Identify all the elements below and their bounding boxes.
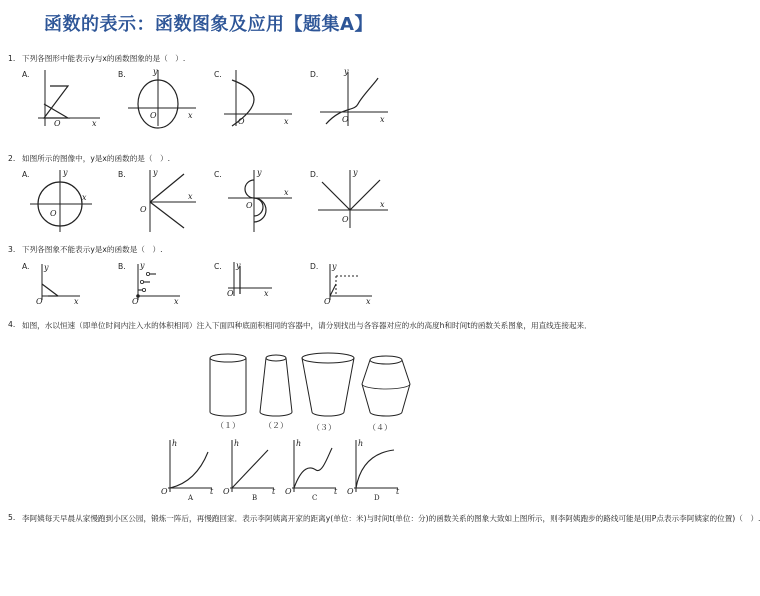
q3-option-b-label: B.	[118, 262, 126, 271]
h-t-graph-a	[160, 436, 220, 502]
h-axis-label: h	[234, 439, 240, 448]
origin-label: O	[238, 117, 245, 126]
container-label: （４）	[368, 423, 392, 432]
container-figures	[204, 350, 414, 428]
y-axis-label: y	[332, 262, 337, 271]
q1-graph-b	[126, 66, 206, 130]
origin-label: O	[132, 297, 139, 306]
y-axis-label: y	[44, 263, 49, 272]
x-axis-label: x	[380, 115, 385, 124]
origin-label: O	[223, 487, 230, 496]
h-axis-label: h	[358, 439, 364, 448]
y-axis-label: y	[353, 168, 358, 177]
h-axis-label: h	[296, 439, 302, 448]
question-2	[8, 152, 170, 166]
q1-option-b-label: B.	[118, 70, 126, 79]
graph-label: A	[188, 494, 194, 502]
t-axis-label: t	[396, 487, 400, 496]
question-4	[8, 318, 22, 332]
q3-graph-d	[322, 260, 382, 304]
question-number: 3.	[8, 245, 16, 254]
q1-option-d-label: D.	[310, 70, 319, 79]
x-axis-label: x	[92, 119, 97, 128]
container-label: （２）	[264, 421, 288, 430]
x-axis-label: x	[174, 297, 179, 306]
origin-label: O	[161, 487, 168, 496]
t-axis-label: t	[334, 487, 338, 496]
question-text: 如图所示的图像中，y是x的函数的是（ ）.	[22, 154, 171, 163]
origin-label: O	[50, 209, 57, 218]
question-text: 下列各图形中能表示y与x的函数图象的是（ ）.	[22, 54, 186, 63]
origin-label: O	[347, 487, 354, 496]
q2-option-c-label: C.	[214, 170, 222, 179]
x-axis-label: x	[284, 188, 289, 197]
origin-label: O	[54, 119, 61, 128]
q3-option-a-label: A.	[22, 262, 30, 271]
q3-graph-a	[34, 260, 94, 304]
question-text: 李阿姨每天早晨从家慢跑到小区公园，锻炼一阵后，再慢跑回家．表示李阿姨离开家的距离y(单位：米)与时间t(单位：分)的函数关系的图象大致如上图所示，则李阿姨跑步的路线可能是(用P点表示李阿姨家的位置)（ ）.	[22, 514, 760, 523]
y-axis-label: y	[63, 168, 68, 177]
x-axis-label: x	[188, 192, 193, 201]
q1-graph-c	[222, 66, 302, 130]
q2-graph-b	[126, 166, 206, 232]
t-axis-label: t	[210, 487, 214, 496]
question-text: 如图，水以恒速（即单位时间内注入水的体积相同）注入下面四种底面积相同的容器中，请分别找出与各容器对应的水的高度h和时间t的函数关系图象，用直线连接起来．	[22, 321, 592, 330]
q1-option-c-label: C.	[214, 70, 222, 79]
x-axis-label: x	[82, 193, 87, 202]
question-number: 1.	[8, 54, 16, 63]
q3-graph-b	[130, 260, 190, 304]
container-label: （１）	[216, 421, 240, 430]
page-title: 函数的表示：函数图象及应用【题集A】	[44, 14, 373, 35]
question-number: 2.	[8, 154, 16, 163]
question-number: 5.	[8, 513, 16, 522]
x-axis-label: x	[284, 117, 289, 126]
q3-option-c-label: C.	[214, 262, 222, 271]
origin-label: O	[150, 111, 157, 120]
h-t-graph-b	[222, 436, 282, 502]
t-axis-label: t	[272, 487, 276, 496]
question-number: 4.	[8, 320, 16, 329]
graph-label: C	[312, 494, 318, 502]
y-axis-label: y	[236, 261, 241, 270]
origin-label: O	[227, 289, 234, 298]
origin-label: O	[342, 215, 349, 224]
question-1	[8, 52, 185, 66]
graph-label: D	[374, 494, 380, 502]
h-t-graph-d	[346, 436, 406, 502]
h-axis-label: h	[172, 439, 178, 448]
x-axis-label: x	[380, 200, 385, 209]
q1-graph-a	[30, 66, 110, 130]
x-axis-label: x	[264, 289, 269, 298]
x-axis-label: x	[74, 297, 79, 306]
origin-label: O	[36, 297, 43, 306]
origin-label: O	[342, 115, 349, 124]
q2-option-b-label: B.	[118, 170, 126, 179]
y-axis-label: y	[140, 261, 145, 270]
q1-option-a-label: A.	[22, 70, 30, 79]
y-axis-label: y	[153, 67, 158, 76]
question-3	[8, 243, 163, 257]
origin-label: O	[140, 205, 147, 214]
question-5	[8, 511, 22, 525]
y-axis-label: y	[153, 168, 158, 177]
q3-graph-c	[226, 258, 286, 302]
origin-label: O	[285, 487, 292, 496]
h-t-graph-c	[284, 436, 344, 502]
q2-graph-a	[30, 166, 110, 232]
origin-label: O	[246, 201, 253, 210]
q1-graph-d	[318, 66, 398, 130]
q2-graph-c	[222, 166, 302, 232]
q2-option-a-label: A.	[22, 170, 30, 179]
origin-label: O	[324, 297, 331, 306]
q2-graph-d	[318, 166, 398, 232]
graph-label: B	[252, 494, 258, 502]
y-axis-label: y	[257, 168, 262, 177]
x-axis-label: x	[188, 111, 193, 120]
q2-option-d-label: D.	[310, 170, 319, 179]
container-label: （３）	[312, 423, 336, 432]
question-text: 下列各图象不能表示y是x的函数是（ ）.	[22, 245, 163, 254]
x-axis-label: x	[366, 297, 371, 306]
y-axis-label: y	[344, 67, 349, 76]
q3-option-d-label: D.	[310, 262, 319, 271]
